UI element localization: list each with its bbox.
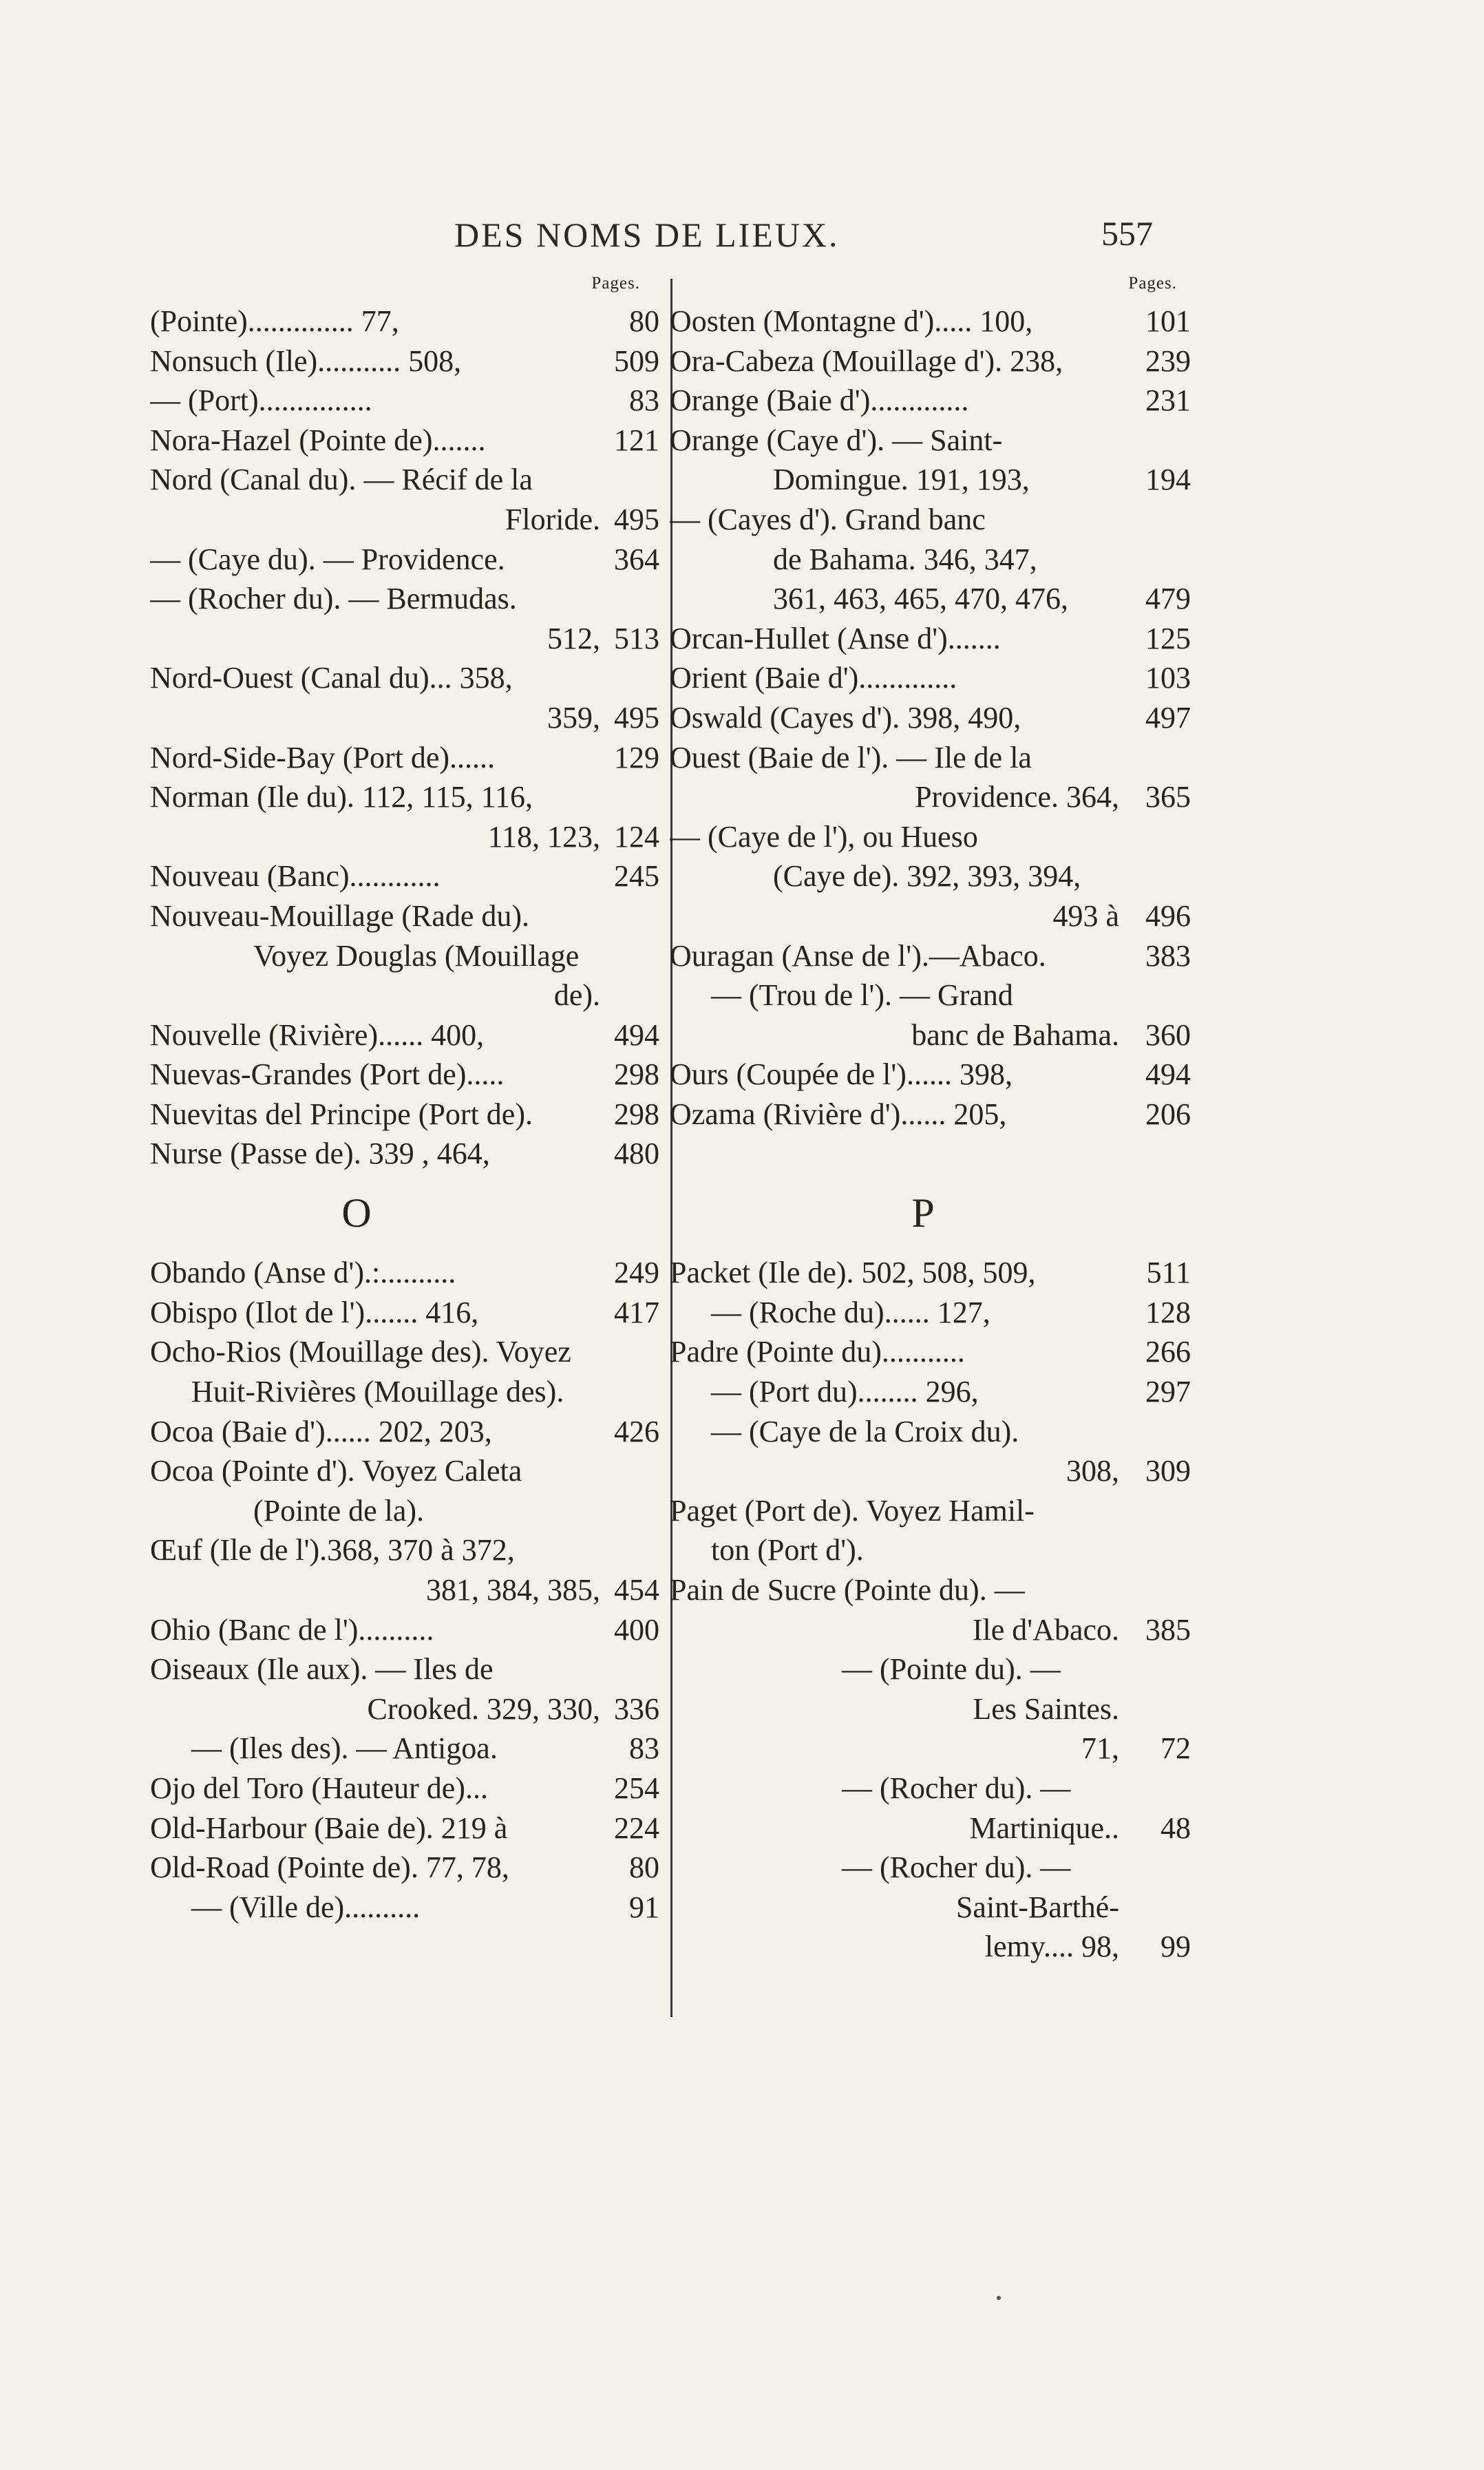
index-entry — [669, 302, 1191, 341]
printer-mark — [997, 2296, 1001, 2300]
entry-text: 308, — [1066, 1454, 1119, 1488]
entry-page: 80 — [629, 1850, 659, 1885]
index-entry — [669, 500, 1178, 540]
index-entry — [150, 1610, 659, 1650]
index-entry — [669, 856, 1178, 896]
entry-page: 479 — [1145, 582, 1191, 616]
entry-text: Oswald (Cayes d'). 398, 490, — [670, 700, 1021, 735]
entry-text: Ours (Coupée de l')...... 398, — [670, 1057, 1013, 1092]
index-entry — [150, 896, 659, 936]
entry-text: — (Rocher du). — Bermudas. — [150, 582, 517, 616]
entry-text: Nuevitas del Principe (Port de). — [150, 1097, 533, 1131]
entry-page: 254 — [614, 1771, 659, 1805]
entry-page: 513 — [614, 621, 659, 655]
index-entry — [150, 540, 659, 580]
index-entry — [669, 341, 1191, 381]
entry-page: 124 — [614, 819, 659, 854]
entry-text: ton (Port d'). — [711, 1533, 864, 1567]
entry-text: banc de Bahama. — [911, 1017, 1119, 1052]
entry-text: — (Ville de).......... — [191, 1890, 421, 1924]
entry-text: Oosten (Montagne d')..... 100, — [670, 304, 1033, 338]
index-entry — [150, 302, 659, 341]
entry-page: 496 — [1145, 898, 1191, 933]
index-entry — [150, 619, 659, 659]
entry-page: 249 — [614, 1256, 659, 1290]
entry-text: — (Port)............... — [150, 383, 372, 418]
index-entry — [150, 817, 659, 857]
index-entry — [669, 1332, 1191, 1372]
index-entry — [669, 540, 1178, 580]
index-entry — [150, 1332, 659, 1372]
entry-text: Oiseaux (Ile aux). — Iles de — [150, 1652, 494, 1687]
index-entry — [150, 1095, 659, 1134]
entry-text: — (Iles des). — Antigoa. — [191, 1731, 498, 1766]
index-entry — [669, 1015, 1191, 1055]
entry-page: 125 — [1145, 621, 1191, 655]
entry-text: — (Pointe du). — — [842, 1652, 1061, 1687]
entry-text: — (Cayes d'). Grand banc — [670, 502, 986, 536]
entry-text: 381, 384, 385, — [426, 1573, 600, 1607]
entry-text: 71, — [1081, 1731, 1119, 1766]
index-entry — [669, 777, 1191, 817]
index-entry — [150, 460, 659, 500]
entry-text: Ohio (Banc de l').......... — [150, 1612, 434, 1647]
entry-page: 245 — [614, 859, 659, 894]
entry-page: 121 — [614, 423, 659, 457]
index-entry — [150, 936, 659, 976]
entry-page: 385 — [1145, 1612, 1191, 1647]
index-entry — [150, 1451, 659, 1491]
entry-page: 224 — [614, 1811, 659, 1845]
index-entry — [150, 1649, 659, 1689]
entry-text: Orange (Baie d')............. — [670, 383, 969, 418]
index-entry — [150, 1729, 659, 1769]
blank-line — [669, 1134, 1178, 1174]
index-entries — [669, 302, 1191, 1967]
index-entry — [150, 1134, 659, 1174]
index-entry — [669, 381, 1191, 421]
entry-text: Saint-Barthé- — [955, 1890, 1119, 1924]
entry-text: (Caye de). 392, 393, 394, — [773, 859, 1081, 894]
page-number: 557 — [1101, 214, 1153, 253]
entry-text: Ile d'Abaco. — [972, 1612, 1119, 1647]
index-entry — [150, 1689, 659, 1729]
entry-text: Obando (Anse d').:.......... — [150, 1256, 456, 1290]
pages-label: Pages. — [1128, 274, 1177, 293]
index-entry — [669, 1848, 1178, 1888]
entry-page: 360 — [1145, 1017, 1191, 1052]
entry-page: 426 — [614, 1414, 659, 1448]
entry-text: Old-Harbour (Baie de). 219 à — [150, 1811, 508, 1845]
index-entry — [150, 777, 659, 817]
entry-text: Orcan-Hullet (Anse d')....... — [670, 621, 1001, 655]
entry-text: de Bahama. 346, 347, — [773, 542, 1037, 576]
entry-page: 480 — [614, 1137, 659, 1171]
entry-text: — (Roche du)...... 127, — [711, 1295, 990, 1329]
entry-text: Orient (Baie d')............. — [670, 661, 957, 695]
entry-page: 266 — [1145, 1335, 1191, 1369]
entry-text: Nord-Ouest (Canal du)... 358, — [150, 661, 513, 695]
index-entry — [669, 1530, 1178, 1570]
index-entry — [150, 1293, 659, 1333]
entry-page: 417 — [614, 1295, 659, 1329]
entry-text: Providence. 364, — [915, 780, 1119, 814]
index-entry — [669, 1451, 1191, 1491]
index-entry — [150, 1808, 659, 1848]
index-entry — [150, 500, 659, 540]
index-entry — [669, 1610, 1191, 1650]
index-entry — [669, 817, 1178, 857]
entry-text: Huit-Rivières (Mouillage des). — [191, 1375, 564, 1409]
entry-text: — (Port du)........ 296, — [711, 1375, 979, 1409]
entry-text: Œuf (Ile de l').368, 370 à 372, — [150, 1533, 515, 1567]
entry-text: Obispo (Ilot de l')....... 416, — [150, 1295, 479, 1329]
entry-page: 239 — [1145, 344, 1191, 378]
entry-page: 298 — [614, 1057, 659, 1092]
index-entries — [150, 302, 659, 1927]
entry-page: 48 — [1160, 1811, 1191, 1845]
entry-page: 298 — [614, 1097, 659, 1131]
entry-text: Martinique.. — [969, 1811, 1119, 1845]
entry-text: (Pointe).............. 77, — [150, 304, 399, 338]
index-entry — [150, 1412, 659, 1452]
entry-text: — (Trou de l'). — Grand — [711, 978, 1013, 1013]
index-entry — [150, 1769, 659, 1808]
entry-text: Crooked. 329, 330, — [367, 1691, 600, 1726]
entry-page: 494 — [1145, 1057, 1191, 1092]
entry-text: Packet (Ile de). 502, 508, 509, — [670, 1256, 1036, 1290]
entry-page: 101 — [1145, 304, 1191, 338]
index-entry — [669, 1372, 1191, 1412]
entry-page: 383 — [1145, 938, 1191, 973]
entry-page: 497 — [1145, 700, 1191, 735]
index-entry — [669, 896, 1191, 936]
entry-text: Norman (Ile du). 112, 115, 116, — [150, 780, 533, 814]
entry-page: 91 — [629, 1890, 659, 1924]
entry-page: 83 — [629, 1731, 659, 1766]
index-entry — [150, 738, 659, 778]
entry-page: 400 — [614, 1612, 659, 1647]
index-entry — [669, 421, 1178, 461]
entry-text: Nora-Hazel (Pointe de)....... — [150, 423, 486, 457]
index-entry — [669, 1293, 1191, 1333]
index-entry — [150, 1372, 659, 1412]
index-entry — [150, 1530, 659, 1570]
entry-text: Voyez Douglas (Mouillage — [253, 938, 580, 973]
index-entry — [150, 856, 659, 896]
index-entry — [150, 381, 659, 421]
entry-page: 454 — [614, 1573, 659, 1607]
entry-text: Les Saintes. — [973, 1691, 1119, 1726]
section-letter: P — [911, 1190, 935, 1236]
entry-page: 99 — [1160, 1930, 1191, 1964]
index-entry — [669, 658, 1191, 698]
index-entry — [669, 1769, 1178, 1808]
section-letter: O — [341, 1190, 372, 1236]
entry-page: 297 — [1145, 1375, 1191, 1409]
index-entry — [669, 619, 1191, 659]
entry-text: Nouvelle (Rivière)...... 400, — [150, 1017, 485, 1052]
index-entry — [150, 579, 659, 619]
entry-text: Old-Road (Pointe de). 77, 78, — [150, 1850, 509, 1885]
index-entry — [669, 1491, 1178, 1531]
index-entry — [669, 1649, 1178, 1689]
index-entry — [150, 1888, 659, 1928]
entry-page: 309 — [1145, 1454, 1191, 1488]
entry-text: de). — [553, 978, 600, 1013]
entry-page: 495 — [614, 700, 659, 735]
entry-text: Ocoa (Pointe d'). Voyez Caleta — [150, 1454, 522, 1488]
entry-text: Ouest (Baie de l'). — Ile de la — [670, 740, 1032, 774]
entry-text: 512, — [547, 621, 600, 655]
entry-text: Ojo del Toro (Hauteur de)... — [150, 1771, 488, 1805]
entry-text: Padre (Pointe du)........... — [670, 1335, 965, 1369]
entry-text: Ocoa (Baie d')...... 202, 203, — [150, 1414, 492, 1448]
entry-text: Ora-Cabeza (Mouillage d'). 238, — [670, 344, 1063, 378]
running-head: DES NOMS DE LIEUX. — [454, 215, 840, 254]
entry-page: 80 — [629, 304, 659, 338]
index-entry — [669, 1888, 1178, 1928]
entry-page: 128 — [1145, 1295, 1191, 1329]
index-entry — [150, 421, 659, 461]
entry-text: 118, 123, — [487, 819, 600, 854]
index-entry — [669, 1927, 1191, 1967]
entry-text: (Pointe de la). — [253, 1493, 425, 1528]
pages-label: Pages. — [591, 274, 640, 293]
entry-text: Orange (Caye d'). — Saint- — [670, 423, 1003, 457]
entry-text: Nord (Canal du). — Récif de la — [150, 463, 533, 497]
index-entry — [150, 1570, 659, 1610]
entry-text: 359, — [547, 700, 600, 735]
index-entry — [669, 936, 1191, 976]
index-entry — [150, 1491, 659, 1531]
index-entry — [150, 341, 659, 381]
entry-page: 129 — [614, 740, 659, 774]
entry-text: Pain de Sucre (Pointe du). — — [670, 1573, 1025, 1607]
entry-text: — (Rocher du). — — [842, 1771, 1071, 1805]
entry-page: 194 — [1145, 463, 1191, 497]
entry-text: Floride. — [505, 502, 600, 536]
entry-text: Ocho-Rios (Mouillage des). Voyez — [150, 1335, 571, 1369]
entry-text: — (Caye de l'), ou Hueso — [670, 819, 978, 854]
index-entry — [669, 1253, 1191, 1293]
entry-text: Nouveau (Banc)............ — [150, 859, 441, 894]
entry-text: Nouveau-Mouillage (Rade du). — [150, 898, 530, 933]
index-entry — [669, 1055, 1191, 1095]
index-entry — [669, 460, 1191, 500]
entry-text: Domingue. 191, 193, — [773, 463, 1030, 497]
entry-text: Ozama (Rivière d')...... 205, — [670, 1097, 1007, 1131]
index-entry — [669, 738, 1178, 778]
index-entry — [669, 579, 1191, 619]
right-column — [669, 274, 1191, 1967]
index-entry — [669, 975, 1178, 1015]
entry-text: Nuevas-Grandes (Port de)..... — [150, 1057, 505, 1092]
entry-text: Paget (Port de). Voyez Hamil- — [670, 1493, 1035, 1528]
index-entry — [150, 698, 659, 738]
index-entry — [669, 1729, 1191, 1769]
entry-page: 364 — [614, 542, 659, 576]
entry-page: 231 — [1145, 383, 1191, 418]
entry-text: Nonsuch (Ile)........... 508, — [150, 344, 462, 378]
entry-page: 365 — [1145, 780, 1191, 814]
entry-text: lemy.... 98, — [984, 1930, 1119, 1964]
index-entry — [669, 698, 1191, 738]
index-entry — [150, 658, 659, 698]
index-entry — [669, 1808, 1191, 1848]
index-entry — [669, 1095, 1191, 1134]
entry-page: 509 — [614, 344, 659, 378]
entry-page: 83 — [629, 383, 659, 418]
entry-text: Ouragan (Anse de l').—Abaco. — [670, 938, 1046, 973]
entry-page: 336 — [614, 1691, 659, 1726]
entry-page: 511 — [1146, 1256, 1191, 1290]
entry-text: — (Caye de la Croix du). — [711, 1414, 1019, 1448]
index-entry — [150, 1253, 659, 1293]
entry-text: Nurse (Passe de). 339 , 464, — [150, 1137, 490, 1171]
entry-text: Nord-Side-Bay (Port de)...... — [150, 740, 496, 774]
entry-page: 206 — [1145, 1097, 1191, 1131]
index-entry — [150, 1015, 659, 1055]
index-entry — [150, 1848, 659, 1888]
index-entry — [669, 1689, 1178, 1729]
entry-text: 361, 463, 465, 470, 476, — [773, 582, 1068, 616]
entry-page: 72 — [1160, 1731, 1191, 1766]
index-entry — [669, 1570, 1178, 1610]
entry-text: — (Rocher du). — — [842, 1850, 1071, 1885]
entry-page: 494 — [614, 1017, 659, 1052]
entry-page: 103 — [1145, 661, 1191, 695]
entry-text: 493 à — [1052, 898, 1119, 933]
index-entry — [150, 1055, 659, 1095]
index-entry — [669, 1412, 1178, 1452]
index-entry — [150, 975, 659, 1015]
entry-text: — (Caye du). — Providence. — [150, 542, 505, 576]
left-column — [150, 274, 659, 1927]
entry-page: 495 — [614, 502, 659, 536]
